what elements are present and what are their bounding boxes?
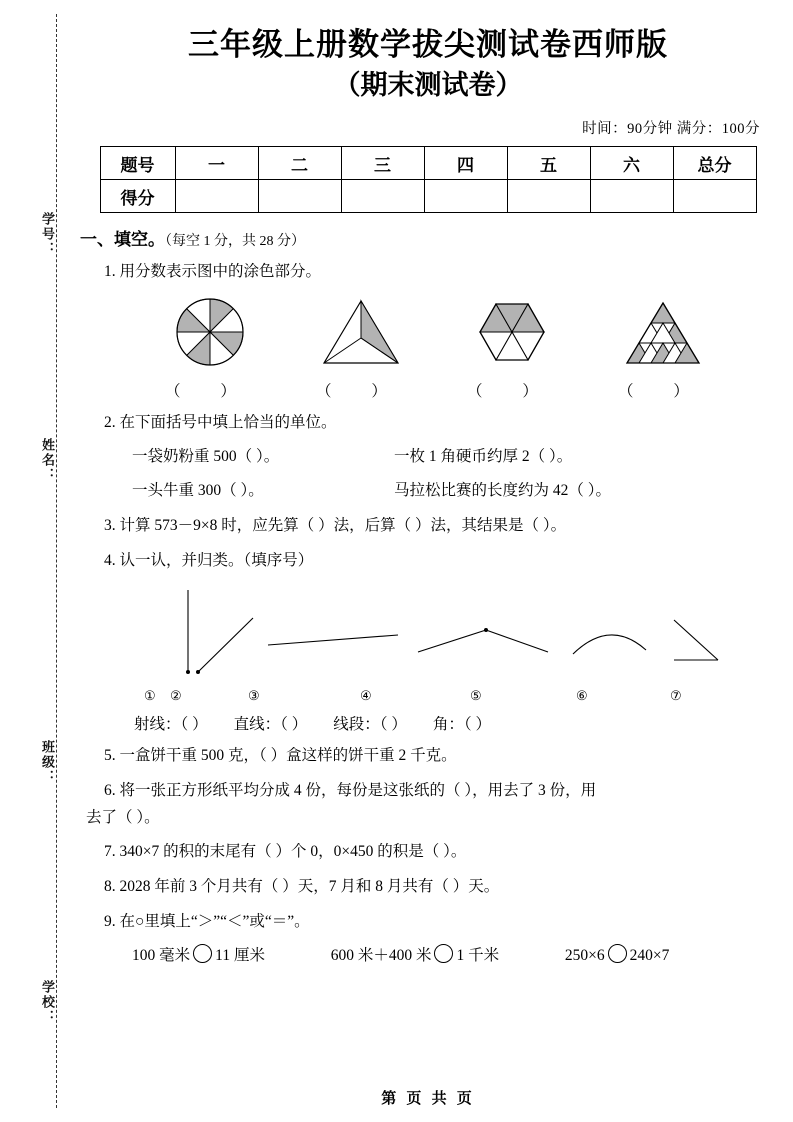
exam-page <box>78 0 778 1122</box>
compare-circle-icon[interactable] <box>193 944 212 963</box>
score-input-cell[interactable] <box>590 180 673 213</box>
table-row <box>100 147 756 180</box>
answer-blank-3[interactable]: （ ） <box>467 382 556 400</box>
question-8[interactable]: 8. 2028 年前 3 个月共有（ ）天，7 月和 8 月共有（ ）天。 <box>104 878 500 896</box>
sidebar-label-class: 班级： <box>40 740 55 785</box>
question-4: 4. 认一认，并归类。（填序号） <box>104 552 314 570</box>
figure-circle-eighths <box>145 293 275 401</box>
figure-triangle-thirds <box>296 293 426 401</box>
question-3[interactable]: 3. 计算 573－9×8 时，应先算（ ）法，后算（ ）法，其结果是（ ）。 <box>104 517 567 535</box>
line-label-1: ① <box>144 688 156 704</box>
score-input-cell[interactable] <box>507 180 590 213</box>
page-footer: 第 页 共 页 <box>381 1090 475 1107</box>
score-cell: 二 <box>258 147 341 180</box>
question-2: 2. 在下面括号中填上恰当的单位。 <box>104 413 337 431</box>
answer-segment[interactable]: 线段：（ ） <box>333 716 407 734</box>
q2-item-c[interactable]: 一头牛重 300（ ）。 <box>132 482 264 500</box>
question-6-cont[interactable]: 去了（ ）。 <box>86 808 160 826</box>
q9-item-1-right: 11 厘米 <box>215 946 265 964</box>
score-cell: 三 <box>341 147 424 180</box>
line-label-6: ⑥ <box>576 688 588 704</box>
q2-item-a[interactable]: 一袋奶粉重 500（ ）。 <box>132 447 280 465</box>
sidebar-label-name: 姓名： <box>40 438 55 483</box>
score-input-cell[interactable] <box>258 180 341 213</box>
q9-item-1-left: 100 毫米 <box>132 946 191 964</box>
score-cell: 总分 <box>673 147 756 180</box>
line-label-3: ③ <box>248 688 260 704</box>
question-9-items <box>132 943 778 969</box>
fraction-figures <box>134 293 738 401</box>
question-6[interactable]: 6. 将一张正方形纸平均分成 4 份，每份是这张纸的（ ），用去了 3 份，用 <box>104 781 597 799</box>
score-input-cell[interactable] <box>341 180 424 213</box>
question-4-answers <box>134 712 778 734</box>
lines-figure <box>118 580 738 688</box>
triangle-thirds-icon <box>318 293 404 371</box>
q9-item-3-left: 250×6 <box>564 946 605 964</box>
q2-item-d[interactable]: 马拉松比赛的长度约为 42（ ）。 <box>394 482 612 500</box>
figure-triangle-ninths <box>598 293 728 401</box>
score-cell: 题号 <box>100 147 175 180</box>
line-label-5: ⑤ <box>470 688 482 704</box>
q2-item-b[interactable]: 一枚 1 角硬币约厚 2（ ）。 <box>394 447 573 465</box>
score-cell: 五 <box>507 147 590 180</box>
answer-blank-4[interactable]: （ ） <box>618 382 707 400</box>
score-cell: 四 <box>424 147 507 180</box>
binding-dashed-line <box>56 14 57 1108</box>
table-row <box>100 180 756 213</box>
compare-circle-icon[interactable] <box>608 944 627 963</box>
exam-meta: 时间：90分钟 满分：100分 <box>582 121 760 138</box>
line-label-4: ④ <box>360 688 372 704</box>
q9-item-2-left: 600 米＋400 米 <box>330 946 432 964</box>
answer-blank-2[interactable]: （ ） <box>316 382 405 400</box>
sidebar-label-student-id: 学号： <box>40 212 55 257</box>
score-cell: 六 <box>590 147 673 180</box>
q9-item-3-right: 240×7 <box>629 946 670 964</box>
compare-circle-icon[interactable] <box>434 944 453 963</box>
score-input-cell[interactable] <box>424 180 507 213</box>
figure-hexagon-sixths <box>447 293 577 401</box>
answer-line[interactable]: 直线：（ ） <box>233 716 308 734</box>
score-table <box>100 146 757 213</box>
question-5[interactable]: 5. 一盒饼干重 500 克，（ ）盒这样的饼干重 2 千克。 <box>104 747 457 765</box>
q9-item-2-right: 1 千米 <box>456 946 500 964</box>
answer-angle[interactable]: 角：（ ） <box>432 716 492 734</box>
question-7[interactable]: 7. 340×7 的积的末尾有（ ）个 0，0×450 的积是（ ）。 <box>104 843 467 861</box>
question-2-row-b <box>132 478 778 504</box>
page-subtitle: （期末测试卷） <box>333 69 523 100</box>
question-2-row-a <box>132 444 778 470</box>
score-input-cell[interactable] <box>673 180 756 213</box>
sidebar-label-school: 学校： <box>40 980 55 1025</box>
section-heading-text: 一、填空。 <box>80 230 165 250</box>
geometry-lines-icon <box>118 580 738 688</box>
score-cell: 一 <box>175 147 258 180</box>
circle-eighths-icon <box>171 293 249 371</box>
triangle-ninths-icon <box>615 293 711 371</box>
question-1: 1. 用分数表示图中的涂色部分。 <box>104 263 322 281</box>
section-heading-note: （每空 1 分，共 28 分） <box>165 234 305 250</box>
answer-ray[interactable]: 射线：（ ） <box>134 716 208 734</box>
hexagon-sixths-icon <box>470 293 554 371</box>
score-input-cell[interactable] <box>175 180 258 213</box>
question-9: 9. 在○里填上“＞”“＜”或“＝”。 <box>104 913 310 930</box>
section-heading <box>80 225 778 250</box>
line-label-7: ⑦ <box>670 688 682 704</box>
lines-figure-labels <box>118 688 738 706</box>
answer-blank-1[interactable]: （ ） <box>165 382 254 400</box>
score-cell: 得分 <box>100 180 175 213</box>
page-title: 三年级上册数学拔尖测试卷西师版 <box>188 27 668 62</box>
line-label-2: ② <box>170 688 182 704</box>
